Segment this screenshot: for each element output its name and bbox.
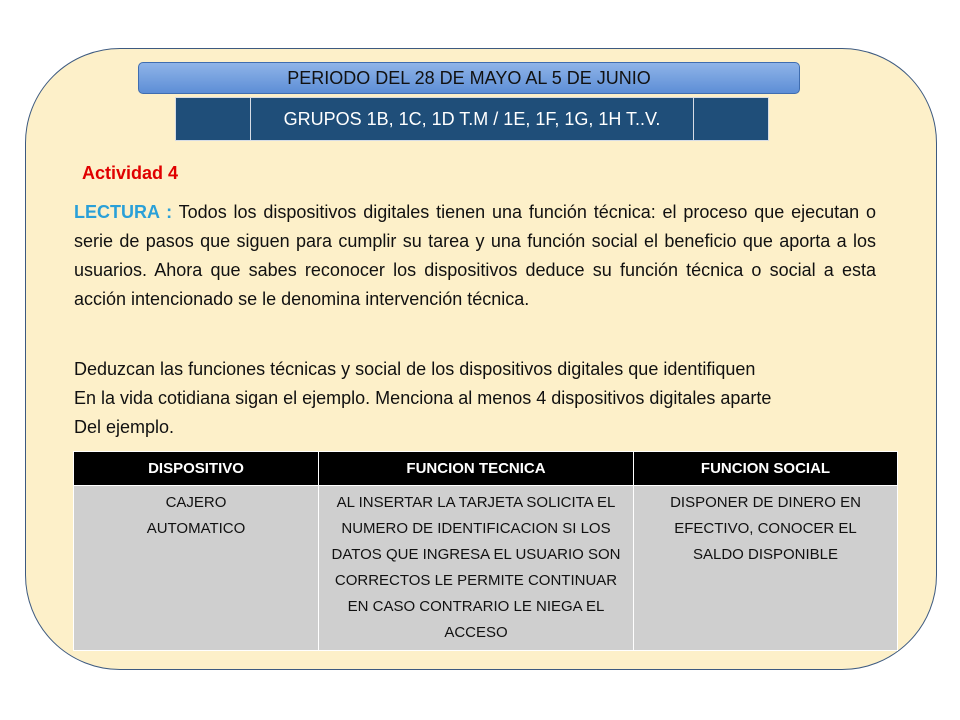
table-row <box>74 486 898 651</box>
instructions-line-1: Deduzcan las funciones técnicas y social de los dispositivos digitales que identifiquen <box>74 359 756 379</box>
column-header-dispositivo: DISPOSITIVO <box>74 452 319 486</box>
period-banner: PERIODO DEL 28 DE MAYO AL 5 DE JUNIO <box>138 62 800 94</box>
cell-funcion-tecnica: AL INSERTAR LA TARJETA SOLICITA EL NUMERO DE IDENTIFICACION SI LOS DATOS QUE INGRESA EL USUARIO SON CORRECTOS LE PERMITE CONTINUAR EN CASO CONTRARIO LE NIEGA EL ACCESO <box>319 486 634 651</box>
functions-table <box>73 451 898 651</box>
groups-bar-left-cell <box>176 98 251 140</box>
groups-label: GRUPOS 1B, 1C, 1D T.M / 1E, 1F, 1G, 1H T..V. <box>251 98 693 140</box>
cell-dispositivo: CAJERO AUTOMATICO <box>74 486 319 651</box>
instructions-line-2: En la vida cotidiana sigan el ejemplo. Menciona al menos 4 dispositivos digitales aparte <box>74 388 772 408</box>
instructions-paragraph <box>74 355 934 442</box>
activity-title: Actividad 4 <box>82 163 179 183</box>
reading-text: Todos los dispositivos digitales tienen una función técnica: el proceso que ejecutan o serie de pasos que siguen para cumplir su tarea y una función social el beneficio que aporta a los usuarios. Ahora que sabes reconocer los dispositivos deduce su función técnica o social a esta acción intencionado se le denomina intervención técnica. <box>74 202 876 309</box>
cell-funcion-social: DISPONER DE DINERO EN EFECTIVO, CONOCER EL SALDO DISPONIBLE <box>634 486 898 651</box>
instructions-line-3: Del ejemplo. <box>74 417 175 437</box>
column-header-funcion-tecnica: FUNCION TECNICA <box>319 452 634 486</box>
reading-paragraph <box>74 198 876 314</box>
groups-bar-right-cell <box>693 98 768 140</box>
table-header-row <box>74 452 898 486</box>
groups-bar <box>175 97 769 141</box>
reading-label: LECTURA : <box>74 202 173 222</box>
column-header-funcion-social: FUNCION SOCIAL <box>634 452 898 486</box>
